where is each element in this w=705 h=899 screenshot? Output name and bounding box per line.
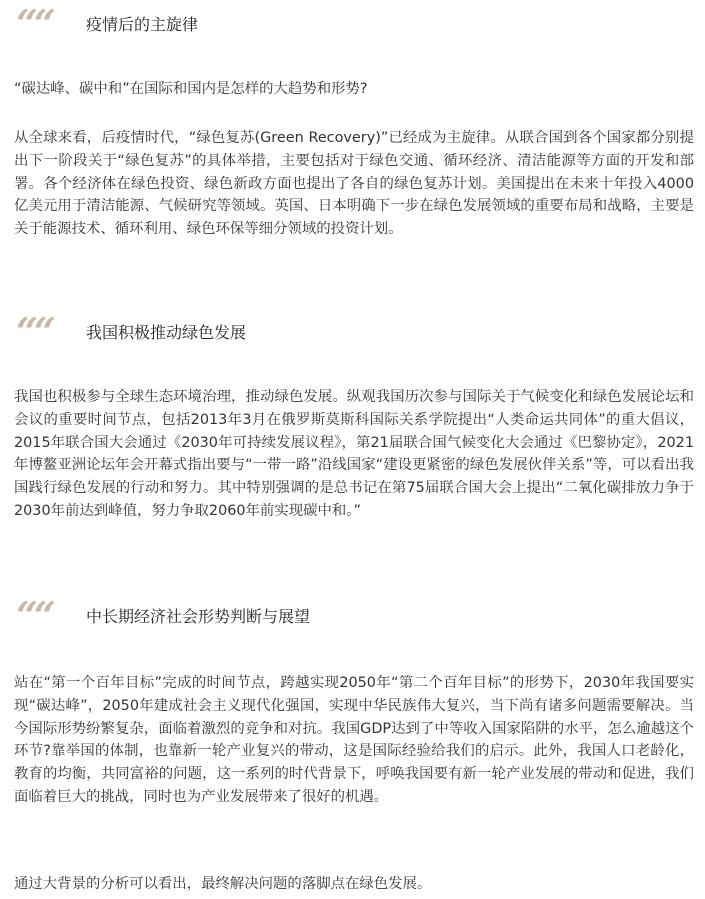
section-title: 中长期经济社会形势判断与展望: [86, 607, 311, 626]
quote-mark-icon: ““: [16, 309, 52, 354]
section-heading-1: [16, 1, 696, 46]
section-title: 疫情后的主旋律: [86, 15, 199, 34]
section-heading-3: [16, 593, 696, 638]
quote-mark-icon: ““: [16, 593, 52, 638]
section-heading-2: [16, 309, 696, 354]
paragraph-green-development: 我国也积极参与全球生态环境治理，推动绿色发展。纵观我国历次参与国际关于气候变化和绿色发展论坛和会议的重要时间节点，包括2013年3月在俄罗斯莫斯科国际关系学院提出“人类命运共同体”的重大倡议，2015年联合国大会通过《2030年可持续发展议程》，第21届联合国气候变化大会通过《巴黎协定》，2021年博鳌亚洲论坛年会开幕式指出要与“一带一路”沿线国家“建设更紧密的绿色发展伙伴关系”等，可以看出我国践行绿色发展的行动和努力。其中特别强调的是总书记在第75届联合国大会上提出“二氧化碳排放力争于2030年前达到峰值，努力争取2060年前实现碳中和。”: [14, 389, 694, 519]
paragraph-global-recovery: 从全球来看，后疫情时代，“绿色复苏(Green Recovery)”已经成为主旋律。从联合国到各个国家都分别提出下一阶段关于“绿色复苏”的具体举措，主要包括对于绿色交通、循环经济、清洁能源等方面的开发和部署。各个经济体在绿色投资、绿色新政方面也提出了各自的绿色复苏计划。美国提出在未来十年投入4000亿美元用于清洁能源、气候研究等领域。英国、日本明确下一步在绿色发展领域的重要布局和战略，主要是关于能源技术、循环利用、绿色环保等细分领域的投资计划。: [14, 130, 694, 238]
quote-mark-icon: ““: [16, 1, 52, 46]
section-title: 我国积极推动绿色发展: [86, 323, 247, 342]
paragraph-conclusion: 通过大背景的分析可以看出，最终解决问题的落脚点在绿色发展。: [14, 876, 432, 892]
paragraph-question: “碳达峰、碳中和”在国际和国内是怎样的大趋势和形势?: [14, 81, 368, 97]
paragraph-outlook: 站在“第一个百年目标”完成的时间节点，跨越实现2050年“第二个百年目标”的形势下，2030年我国要实现“碳达峰”，2050年建成社会主义现代化强国，实现中华民族伟大复兴，当下尚有诸多问题需要解决。当今国际形势纷繁复杂，面临着激烈的竞争和对抗。我国GDP达到了中等收入国家陷阱的水平，怎么逾越这个环节?靠举国的体制，也靠新一轮产业复兴的带动，这是国际经验给我们的启示。此外，我国人口老龄化，教育的均衡，共同富裕的问题，这一系列的时代背景下，呼唤我国要有新一轮产业发展的带动和促进，我们面临着巨大的挑战，同时也为产业发展带来了很好的机遇。: [14, 675, 694, 805]
